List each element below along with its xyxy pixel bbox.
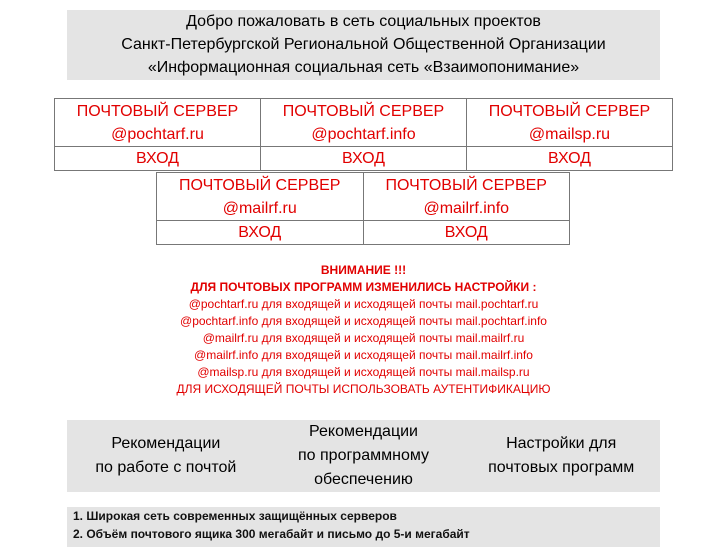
welcome-line-2: Санкт-Петербургской Региональной Общественной Организации [121,36,606,53]
server-title: ПОЧТОВЫЙ СЕРВЕР [488,102,651,120]
rec-line: по программному [298,447,430,464]
server-domain: @pochtarf.info [311,125,416,143]
rec-line: почтовых программ [488,459,635,476]
welcome-line-1: Добро пожаловать в сеть социальных проектов [186,13,541,30]
server-mailrf-info [363,173,570,221]
recommendations-software-link[interactable] [265,420,463,492]
login-link-mailsp-ru[interactable] [467,147,673,171]
server-mailsp-ru [467,99,673,147]
server-title: ПОЧТОВЫЙ СЕРВЕР [76,102,239,120]
server-pochtarf-info [261,99,467,147]
settings-notice [0,262,727,398]
login-link-mailrf-ru[interactable] [157,221,364,245]
notice-heading: ДЛЯ ПОЧТОВЫХ ПРОГРАММ ИЗМЕНИЛИСЬ НАСТРОЙКИ : [190,280,537,294]
recommendations-bar [67,420,660,492]
notice-line: @mailrf.ru для входящей и исходящей почты mail.mailrf.ru [202,331,525,345]
notice-line: @mailsp.ru для входящей и исходящей почты mail.mailsp.ru [197,365,530,379]
server-domain: @mailrf.ru [222,199,297,217]
rec-line: Настройки для [506,435,617,452]
server-title: ПОЧТОВЫЙ СЕРВЕР [282,102,445,120]
server-title: ПОЧТОВЫЙ СЕРВЕР [385,176,547,194]
server-domain: @pochtarf.ru [111,125,204,143]
feature-item: 2. Объём почтового ящика 300 мегабайт и письмо до 5-и мегабайт [73,527,470,541]
welcome-line-3: «Информационная социальная сеть «Взаимопонимание» [147,59,580,76]
server-title: ПОЧТОВЫЙ СЕРВЕР [179,176,341,194]
rec-line: по работе с почтой [95,459,237,476]
notice-attention: ВНИМАНИЕ !!! [320,263,407,277]
notice-line: @pochtarf.ru для входящей и исходящей почты mail.pochtarf.ru [188,297,539,311]
server-pochtarf-ru [55,99,261,147]
server-domain: @mailrf.info [423,199,510,217]
login-link-text[interactable]: ВХОД [135,150,180,167]
server-domain: @mailsp.ru [528,125,611,143]
login-link-text[interactable]: ВХОД [341,150,386,167]
login-link-pochtarf-info[interactable] [261,147,467,171]
mail-client-settings-link[interactable] [462,432,660,480]
login-link-mailrf-info[interactable] [363,221,570,245]
mail-servers-table-2 [156,172,570,245]
rec-line: Рекомендации [111,435,221,452]
notice-line: @mailrf.info для входящей и исходящей почты mail.mailrf.info [194,348,533,362]
login-link-pochtarf-ru[interactable] [55,147,261,171]
welcome-header [67,10,660,80]
notice-line: @pochtarf.info для входящей и исходящей почты mail.pochtarf.info [180,314,547,328]
login-link-text[interactable]: ВХОД [444,224,488,241]
login-link-text[interactable]: ВХОД [238,224,282,241]
notice-footer: ДЛЯ ИСХОДЯЩЕЙ ПОЧТЫ ИСПОЛЬЗОВАТЬ АУТЕНТИФИКАЦИЮ [176,382,551,396]
rec-line: Рекомендации [309,423,418,440]
recommendations-mail-link[interactable] [67,432,265,480]
server-mailrf-ru [157,173,364,221]
rec-line: обеспечению [314,471,413,488]
mail-servers-table-1 [54,98,673,171]
feature-item: 1. Широкая сеть современных защищённых серверов [73,509,397,523]
features-list [67,507,660,547]
login-link-text[interactable]: ВХОД [547,150,592,167]
